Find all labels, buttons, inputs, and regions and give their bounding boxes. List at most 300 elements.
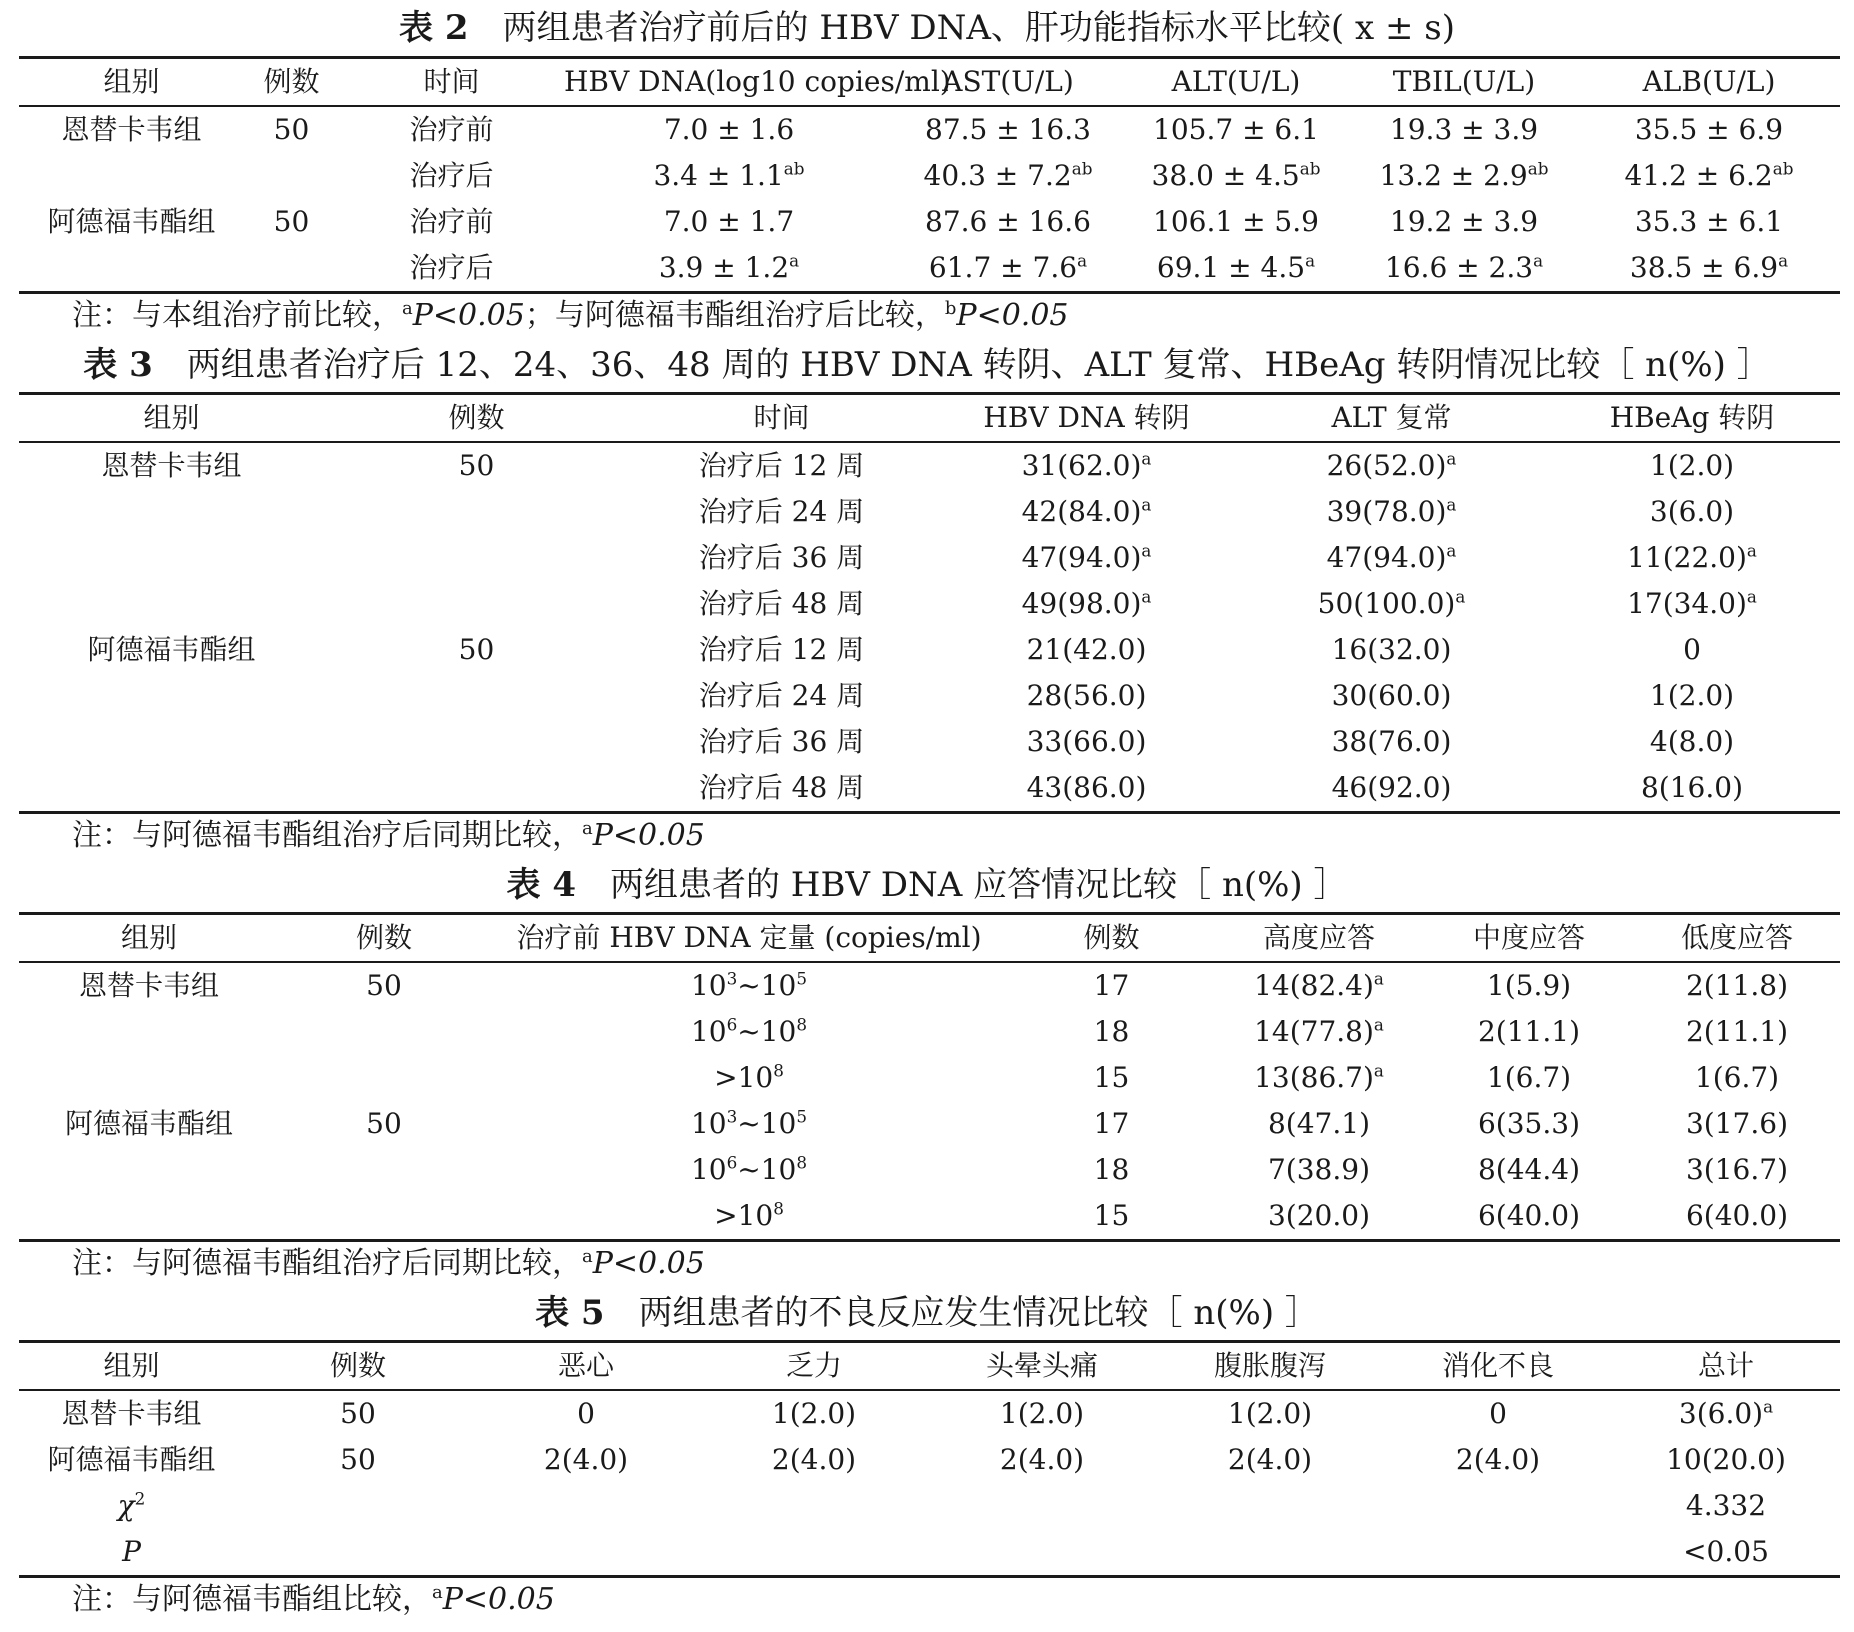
table5-cell-fatigue: 2(4.0) <box>771 1443 857 1476</box>
table2-cell-n <box>244 153 339 199</box>
table3-note <box>72 818 705 854</box>
table3-cell-time: 治疗后 48 周 <box>629 765 934 813</box>
range-exponent: 8 <box>773 1198 784 1219</box>
table-row <box>19 1529 1840 1577</box>
table4-header-count: 例数 <box>1009 914 1214 963</box>
cell-value: 69.1 ± 4.5 <box>1156 251 1306 284</box>
table3-cell-alt <box>1239 489 1544 535</box>
table2-header-alb: ALB(U/L) <box>1578 58 1840 107</box>
table-row <box>19 962 1840 1009</box>
table5-cell-n: 50 <box>340 1443 376 1476</box>
table3-cell-alt: 38(76.0) <box>1331 725 1452 758</box>
table4-cell-n <box>279 1147 489 1193</box>
table3-number: 表 3 <box>83 345 153 385</box>
table4-header-n: 例数 <box>279 914 489 963</box>
significance-mark: a <box>1305 250 1316 271</box>
table-row <box>19 1193 1840 1241</box>
table3-cell-hbeag <box>1544 442 1840 489</box>
table4-cell-mid: 6(40.0) <box>1424 1193 1634 1241</box>
table5-cell-p-label: P <box>19 1529 244 1577</box>
table4-cell-count: 15 <box>1093 1061 1130 1094</box>
table4 <box>19 912 1840 1242</box>
table3-cell-group: 恩替卡韦组 <box>101 449 242 482</box>
table3-cell-dna <box>934 581 1239 627</box>
table3-cell-n <box>324 581 629 627</box>
table2-cell-ast <box>894 153 1122 199</box>
range-mid: ~10 <box>737 1015 797 1048</box>
table5-header-dizziness: 头晕头痛 <box>928 1342 1156 1391</box>
range-exponent: 5 <box>796 1106 808 1127</box>
cell-value: 38.5 ± 6.9 <box>1629 251 1779 284</box>
table2-header-tbil: TBIL(U/L) <box>1350 58 1578 107</box>
range-exponent: 5 <box>796 968 808 989</box>
table3-header-hbeag: HBeAg 转阴 <box>1544 394 1840 443</box>
table2-header-ast: AST(U/L) <box>894 58 1122 107</box>
table3-header-row <box>19 394 1840 443</box>
table2-title: 两组患者治疗前后的 HBV DNA、肝功能指标水平比较 <box>502 8 1331 48</box>
table3-cell-group: 阿德福韦酯组 <box>87 633 256 666</box>
table2-header-group: 组别 <box>19 58 244 107</box>
table3-cell-dna <box>934 442 1239 489</box>
significance-mark: a <box>1746 586 1757 607</box>
table3-cell-time: 治疗后 12 周 <box>698 633 865 666</box>
table3-cell-group <box>19 765 324 813</box>
range-exponent: 6 <box>726 1152 738 1173</box>
table3-header-n: 例数 <box>324 394 629 443</box>
cell-value: 61.7 ± 7.6 <box>928 251 1078 284</box>
table3-cell-hbeag: 0 <box>1683 633 1701 666</box>
table2-caption <box>0 8 1854 48</box>
table3-cell-dna: 28(56.0) <box>1026 679 1147 712</box>
range-exponent: 8 <box>796 1152 808 1173</box>
table-row <box>19 1055 1840 1101</box>
significance-mark: a <box>1373 968 1384 989</box>
note-text: 注：与阿德福韦酯组治疗后同期比较， <box>72 818 582 853</box>
empty-cell <box>244 1483 472 1529</box>
table3-cell-group <box>19 581 324 627</box>
table5-cell-nausea: 0 <box>577 1397 595 1430</box>
table2-cell-time: 治疗前 <box>409 205 494 238</box>
note-text: 注：与阿德福韦酯组治疗后同期比较， <box>72 1246 582 1281</box>
table-row <box>19 1437 1840 1483</box>
chi-square-exponent: 2 <box>134 1488 146 1509</box>
table-row <box>19 673 1840 719</box>
table3-cell-hbeag <box>1544 535 1840 581</box>
table4-cell-count: 18 <box>1093 1015 1130 1048</box>
table4-cell-count: 15 <box>1009 1193 1214 1241</box>
table-row <box>19 153 1840 199</box>
table4-cell-range <box>489 1147 1009 1193</box>
empty-cell <box>928 1529 1156 1577</box>
table4-header-group: 组别 <box>19 914 279 963</box>
table4-header-low: 低度应答 <box>1634 914 1840 963</box>
significance-mark: a <box>1141 586 1152 607</box>
table3-cell-n <box>324 719 629 765</box>
table-row <box>19 581 1840 627</box>
table-row <box>19 442 1840 489</box>
table4-cell-mid: 1(5.9) <box>1486 969 1572 1002</box>
table2-cell-time: 治疗后 <box>409 159 494 192</box>
table3-cell-group <box>19 719 324 765</box>
table2-cell-ast <box>894 245 1122 293</box>
cell-value: 41.2 ± 6.2 <box>1624 159 1773 192</box>
table2-cell-ast: 87.6 ± 16.6 <box>925 205 1091 238</box>
significance-mark: a <box>1446 494 1457 515</box>
table2-cell-alb: 35.5 ± 6.9 <box>1634 113 1784 146</box>
table3-header-dna: HBV DNA 转阴 <box>934 394 1239 443</box>
table5-header-bloating: 腹胀腹泻 <box>1156 1342 1384 1391</box>
table2-cell-group: 阿德福韦酯组 <box>47 205 216 238</box>
table5-cell-dizziness: 1(2.0) <box>999 1397 1085 1430</box>
table4-header-row <box>19 914 1840 963</box>
empty-cell <box>1156 1483 1384 1529</box>
table4-cell-n: 50 <box>366 1107 402 1140</box>
cell-value: 17(34.0) <box>1627 587 1747 620</box>
range-exponent: 3 <box>726 968 738 989</box>
significance-mark: a <box>1763 1396 1774 1417</box>
table2-cell-dna: 7.0 ± 1.7 <box>663 205 795 238</box>
table5-cell-fatigue: 1(2.0) <box>771 1397 857 1430</box>
table3-title: 两组患者治疗后 12、24、36、48 周的 HBV DNA 转阴、ALT 复常、HBeAg 转阴情况比较［ n(%) ］ <box>186 345 1771 385</box>
table-row <box>19 1390 1840 1437</box>
table5-header-fatigue: 乏力 <box>700 1342 928 1391</box>
table2-cell-alt: 106.1 ± 5.9 <box>1153 205 1319 238</box>
table5-cell-chi-value: 4.332 <box>1685 1489 1767 1522</box>
table4-title: 两组患者的 HBV DNA 应答情况比较［ n(%) ］ <box>609 865 1348 905</box>
table2-cell-tbil: 19.2 ± 3.9 <box>1389 205 1539 238</box>
empty-cell <box>1156 1529 1384 1577</box>
table5-caption <box>0 1293 1854 1333</box>
table-row <box>19 1147 1840 1193</box>
cell-value: 49(98.0) <box>1021 587 1142 620</box>
table3-cell-hbeag <box>1544 581 1840 627</box>
table4-cell-high <box>1214 1009 1424 1055</box>
table4-cell-range <box>489 962 1009 1009</box>
table2-cell-group: 恩替卡韦组 <box>61 113 202 146</box>
significance-mark: a <box>1455 586 1466 607</box>
table4-cell-mid: 1(6.7) <box>1486 1061 1572 1094</box>
table4-cell-range <box>489 1101 1009 1147</box>
significance-mark: a <box>582 818 593 839</box>
table-row <box>19 765 1840 813</box>
table-row <box>19 1483 1840 1529</box>
range-base: 10 <box>690 969 727 1002</box>
significance-mark: a <box>1533 250 1544 271</box>
table3-cell-alt <box>1239 581 1544 627</box>
table2-cell-n <box>244 245 339 293</box>
chi-square-symbol: χ <box>117 1489 135 1522</box>
table4-cell-low: 2(11.1) <box>1685 1015 1788 1048</box>
table-row <box>19 1101 1840 1147</box>
cell-value: 3(6.0) <box>1649 495 1735 528</box>
p-value: P<0.05 <box>442 1582 555 1617</box>
cell-value: 39(78.0) <box>1326 495 1447 528</box>
cell-value: 3(6.0) <box>1678 1397 1764 1430</box>
table5-cell-chi-label <box>19 1483 244 1529</box>
table5-header-indigestion: 消化不良 <box>1384 1342 1612 1391</box>
cell-value: 50(100.0) <box>1317 587 1456 620</box>
table5-header-total: 总计 <box>1612 1342 1840 1391</box>
table5-header-row <box>19 1342 1840 1391</box>
significance-mark: a <box>582 1246 593 1267</box>
note-text: 注：与本组治疗前比较， <box>72 298 402 333</box>
table3-cell-hbeag: 4(8.0) <box>1649 725 1735 758</box>
range-base: >10 <box>714 1061 774 1094</box>
empty-cell <box>244 1529 472 1577</box>
p-value: P<0.05 <box>956 298 1069 333</box>
table2-cell-dna: 7.0 ± 1.6 <box>663 113 795 146</box>
cell-value: 31(62.0) <box>1021 449 1142 482</box>
table5-note <box>72 1582 555 1618</box>
table4-cell-range <box>489 1055 1009 1101</box>
table-row <box>19 489 1840 535</box>
significance-mark: ab <box>783 158 805 179</box>
cell-value: 11(22.0) <box>1627 541 1747 574</box>
significance-mark: ab <box>1772 158 1794 179</box>
range-exponent: 8 <box>773 1060 784 1081</box>
table3-cell-hbeag <box>1544 489 1840 535</box>
table3-cell-time: 治疗后 24 周 <box>698 495 865 528</box>
cell-value: 3.4 ± 1.1 <box>653 159 784 192</box>
table4-cell-group: 阿德福韦酯组 <box>64 1107 233 1140</box>
table4-cell-n <box>279 1055 489 1101</box>
table3-cell-time: 治疗后 24 周 <box>698 679 865 712</box>
table2-cell-dna <box>564 153 894 199</box>
table2-cell-alb <box>1578 153 1840 199</box>
table5-header-n: 例数 <box>244 1342 472 1391</box>
table3-cell-dna: 33(66.0) <box>1026 725 1147 758</box>
table2-cell-alt <box>1122 245 1350 293</box>
range-base: 10 <box>690 1015 727 1048</box>
significance-mark: a <box>1446 540 1457 561</box>
significance-mark: a <box>1141 540 1152 561</box>
table3-cell-dna <box>934 489 1239 535</box>
cell-value: 14(82.4) <box>1254 969 1374 1002</box>
table3-cell-hbeag: 8(16.0) <box>1544 765 1840 813</box>
significance-mark: ab <box>1527 158 1549 179</box>
table4-cell-count: 18 <box>1093 1153 1130 1186</box>
table2-cell-alb <box>1578 245 1840 293</box>
table2-header-alt: ALT(U/L) <box>1122 58 1350 107</box>
table-row <box>19 1009 1840 1055</box>
table3-cell-time: 治疗后 36 周 <box>698 725 865 758</box>
table5 <box>19 1340 1840 1578</box>
cell-value: 14(77.8) <box>1254 1015 1374 1048</box>
table2-cell-alb: 35.3 ± 6.1 <box>1634 205 1784 238</box>
table4-cell-high: 3(20.0) <box>1214 1193 1424 1241</box>
table4-cell-low: 3(16.7) <box>1685 1153 1788 1186</box>
table3-cell-alt: 46(92.0) <box>1239 765 1544 813</box>
table2-cell-alt: 105.7 ± 6.1 <box>1153 113 1319 146</box>
table2-note <box>72 298 1069 334</box>
table3-cell-alt <box>1239 535 1544 581</box>
table4-header-range: 治疗前 HBV DNA 定量 (copies/ml) <box>489 914 1009 963</box>
table2-number: 表 2 <box>399 8 469 48</box>
table3-cell-n <box>324 765 629 813</box>
table2-cell-tbil <box>1350 245 1578 293</box>
significance-mark: a <box>1446 448 1457 469</box>
p-value: P<0.05 <box>412 298 525 333</box>
table4-cell-low: 1(6.7) <box>1694 1061 1780 1094</box>
table4-cell-count: 17 <box>1093 1107 1130 1140</box>
cell-value: 13(86.7) <box>1254 1061 1374 1094</box>
table2-cell-time: 治疗前 <box>409 113 494 146</box>
cell-value: 42(84.0) <box>1021 495 1142 528</box>
table3-cell-hbeag: 1(2.0) <box>1649 679 1735 712</box>
table4-number: 表 4 <box>506 865 576 905</box>
table3-cell-dna: 21(42.0) <box>1026 633 1147 666</box>
table4-cell-n <box>279 1193 489 1241</box>
table3-cell-group <box>19 673 324 719</box>
significance-mark: a <box>1141 494 1152 515</box>
table3-cell-n <box>324 489 629 535</box>
table4-cell-mid: 2(11.1) <box>1477 1015 1580 1048</box>
cell-value: 16.6 ± 2.3 <box>1384 251 1534 284</box>
table2-header-dna: HBV DNA(log10 copies/ml) <box>564 58 894 107</box>
table3-cell-group <box>19 489 324 535</box>
table-row <box>19 627 1840 673</box>
significance-mark: ab <box>1299 158 1321 179</box>
table5-cell-total: 10(20.0) <box>1666 1443 1786 1476</box>
table4-cell-high <box>1214 1055 1424 1101</box>
range-exponent: 8 <box>796 1014 808 1035</box>
table5-cell-indigestion: 0 <box>1489 1397 1507 1430</box>
table2-cell-time: 治疗后 <box>339 245 564 293</box>
table3-cell-alt: 16(32.0) <box>1331 633 1452 666</box>
range-exponent: 6 <box>726 1014 738 1035</box>
table5-cell-dizziness: 2(4.0) <box>999 1443 1085 1476</box>
table2-cell-tbil <box>1350 153 1578 199</box>
table2-header-time: 时间 <box>339 58 564 107</box>
table3-cell-alt: 30(60.0) <box>1331 679 1452 712</box>
table5-number: 表 5 <box>535 1293 605 1333</box>
significance-mark: a <box>1778 250 1789 271</box>
cell-value: 47(94.0) <box>1326 541 1447 574</box>
empty-cell <box>1384 1529 1612 1577</box>
significance-mark: a <box>1373 1060 1384 1081</box>
table2-cell-alt <box>1122 153 1350 199</box>
cell-value: 26(52.0) <box>1326 449 1447 482</box>
p-value: P<0.05 <box>592 818 705 853</box>
table2 <box>19 56 1840 294</box>
cell-value: 1(2.0) <box>1649 449 1735 482</box>
table3-cell-n <box>324 673 629 719</box>
significance-mark: a <box>1077 250 1088 271</box>
empty-cell <box>700 1483 928 1529</box>
empty-cell <box>472 1483 700 1529</box>
table5-header-group: 组别 <box>19 1342 244 1391</box>
cell-value: 38.0 ± 4.5 <box>1151 159 1300 192</box>
range-base: 10 <box>690 1107 727 1140</box>
table4-header-mid: 中度应答 <box>1424 914 1634 963</box>
p-value: P<0.05 <box>592 1246 705 1281</box>
table4-cell-high: 8(47.1) <box>1267 1107 1370 1140</box>
table3-header-alt: ALT 复常 <box>1239 394 1544 443</box>
significance-mark: a <box>402 298 413 319</box>
table3-header-group: 组别 <box>19 394 324 443</box>
table2-header-n: 例数 <box>244 58 339 107</box>
range-base: >10 <box>714 1199 774 1232</box>
table3-cell-n: 50 <box>458 449 495 482</box>
note-text: 注：与阿德福韦酯组比较， <box>72 1582 432 1617</box>
table-row <box>19 199 1840 245</box>
table2-cell-n: 50 <box>273 113 310 146</box>
table4-cell-group <box>19 1147 279 1193</box>
cell-value: 40.3 ± 7.2 <box>923 159 1072 192</box>
table3 <box>19 392 1840 814</box>
range-mid: ~10 <box>737 969 797 1002</box>
table4-cell-count: 17 <box>1093 969 1130 1002</box>
table2-cell-group <box>19 153 244 199</box>
empty-cell <box>928 1483 1156 1529</box>
table4-cell-low: 3(17.6) <box>1685 1107 1788 1140</box>
table4-cell-group <box>19 1193 279 1241</box>
table3-header-time: 时间 <box>629 394 934 443</box>
cell-value: 13.2 ± 2.9 <box>1379 159 1528 192</box>
table5-cell-bloating: 1(2.0) <box>1227 1397 1313 1430</box>
table3-cell-alt <box>1239 442 1544 489</box>
table5-cell-bloating: 2(4.0) <box>1227 1443 1313 1476</box>
table2-title-stat: ( x ± s) <box>1330 8 1455 48</box>
table2-cell-tbil: 19.3 ± 3.9 <box>1389 113 1539 146</box>
table2-header-row <box>19 58 1840 107</box>
table3-cell-dna: 43(86.0) <box>934 765 1239 813</box>
table5-cell-nausea: 2(4.0) <box>543 1443 629 1476</box>
table5-cell-group: 阿德福韦酯组 <box>47 1443 216 1476</box>
table3-cell-n: 50 <box>458 633 495 666</box>
table-row <box>19 106 1840 153</box>
significance-mark: a <box>1141 448 1152 469</box>
table-row <box>19 535 1840 581</box>
table4-cell-n: 50 <box>366 969 402 1002</box>
table4-cell-high: 7(38.9) <box>1267 1153 1370 1186</box>
table2-cell-ast: 87.5 ± 16.3 <box>925 113 1091 146</box>
range-exponent: 3 <box>726 1106 738 1127</box>
table4-cell-group <box>19 1009 279 1055</box>
empty-cell <box>1384 1483 1612 1529</box>
table4-caption <box>0 865 1854 905</box>
table-row <box>19 719 1840 765</box>
table5-cell-indigestion: 2(4.0) <box>1455 1443 1541 1476</box>
table4-cell-group <box>19 1055 279 1101</box>
table5-cell-group: 恩替卡韦组 <box>61 1397 202 1430</box>
table5-cell-p-value: <0.05 <box>1612 1529 1840 1577</box>
significance-mark: ab <box>1071 158 1093 179</box>
table3-cell-time: 治疗后 12 周 <box>698 449 865 482</box>
cell-value: 3.9 ± 1.2 <box>658 251 790 284</box>
table3-cell-n <box>324 535 629 581</box>
significance-mark: a <box>1373 1014 1384 1035</box>
significance-mark: a <box>789 250 800 271</box>
significance-mark: a <box>432 1582 443 1603</box>
cell-value: 47(94.0) <box>1021 541 1142 574</box>
range-mid: ~10 <box>737 1153 797 1186</box>
table4-header-high: 高度应答 <box>1214 914 1424 963</box>
table4-cell-range <box>489 1193 1009 1241</box>
table3-cell-time: 治疗后 36 周 <box>698 541 865 574</box>
table4-cell-low: 6(40.0) <box>1634 1193 1840 1241</box>
table3-cell-time: 治疗后 48 周 <box>698 587 865 620</box>
table3-cell-dna <box>934 535 1239 581</box>
table4-cell-n <box>279 1009 489 1055</box>
table3-cell-group <box>19 535 324 581</box>
range-mid: ~10 <box>737 1107 797 1140</box>
table4-cell-mid: 8(44.4) <box>1477 1153 1580 1186</box>
empty-cell <box>472 1529 700 1577</box>
table5-cell-n: 50 <box>340 1397 376 1430</box>
table5-header-nausea: 恶心 <box>472 1342 700 1391</box>
table4-cell-mid: 6(35.3) <box>1477 1107 1580 1140</box>
